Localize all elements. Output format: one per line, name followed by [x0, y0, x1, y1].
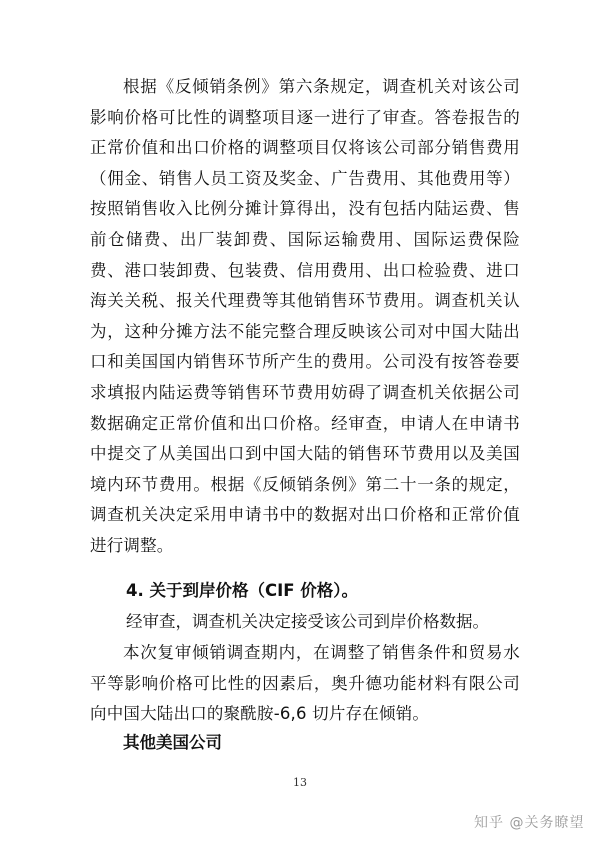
body-paragraph-cif-accepted: 经审查，调查机关决定接受该公司到岸价格数据。 — [126, 612, 489, 631]
page-number: 13 — [293, 776, 307, 789]
watermark: 知乎 @关务瞭望 — [474, 815, 585, 831]
section-heading-other-us-companies: 其他美国公司 — [123, 733, 222, 752]
section-heading-cif-price: 4. 关于到岸价格（CIF 价格）。 — [126, 581, 359, 600]
body-paragraph-adjustments: 根据《反倾销条例》第六条规定，调查机关对该公司影响价格可比性的调整项目逐一进行了审查。答卷报告的正常价值和出口价格的调整项目仅将该公司部分销售费用（佣金、销售人员工资及奖金、广告费用、其他费用等）按照销售收入比例分摊计算得出，没有包括内陆运费、售前仓储费、出厂装卸费、国际运输费用、国际运费保险费、港口装卸费、包装费、信用费用、出口检验费、进口海关关税、报关代理费等其他销售环节费用。调查机关认为，这种分摊方法不能完整合理反映该公司对中国大陆出口和美国国内销售环节所产生的费用。公司没有按答卷要求填报内陆运费等销售环节费用妨碍了调查机关依据公司数据确定正常价值和出口价格。经审查，申请人在申请书中提交了从美国出口到中国大陆的销售环节费用以及美国境内环节费用。根据《反倾销条例》第二十一条的规定，调查机关决定采用申请书中的数据对出口价格和正常价值进行调整。 — [90, 77, 520, 555]
body-paragraph-dumping-conclusion: 本次复审倾销调查期内，在调整了销售条件和贸易水平等影响价格可比性的因素后，奥升德功能材料有限公司向中国大陆出口的聚酰胺-6,6 切片存在倾销。 — [90, 643, 520, 724]
